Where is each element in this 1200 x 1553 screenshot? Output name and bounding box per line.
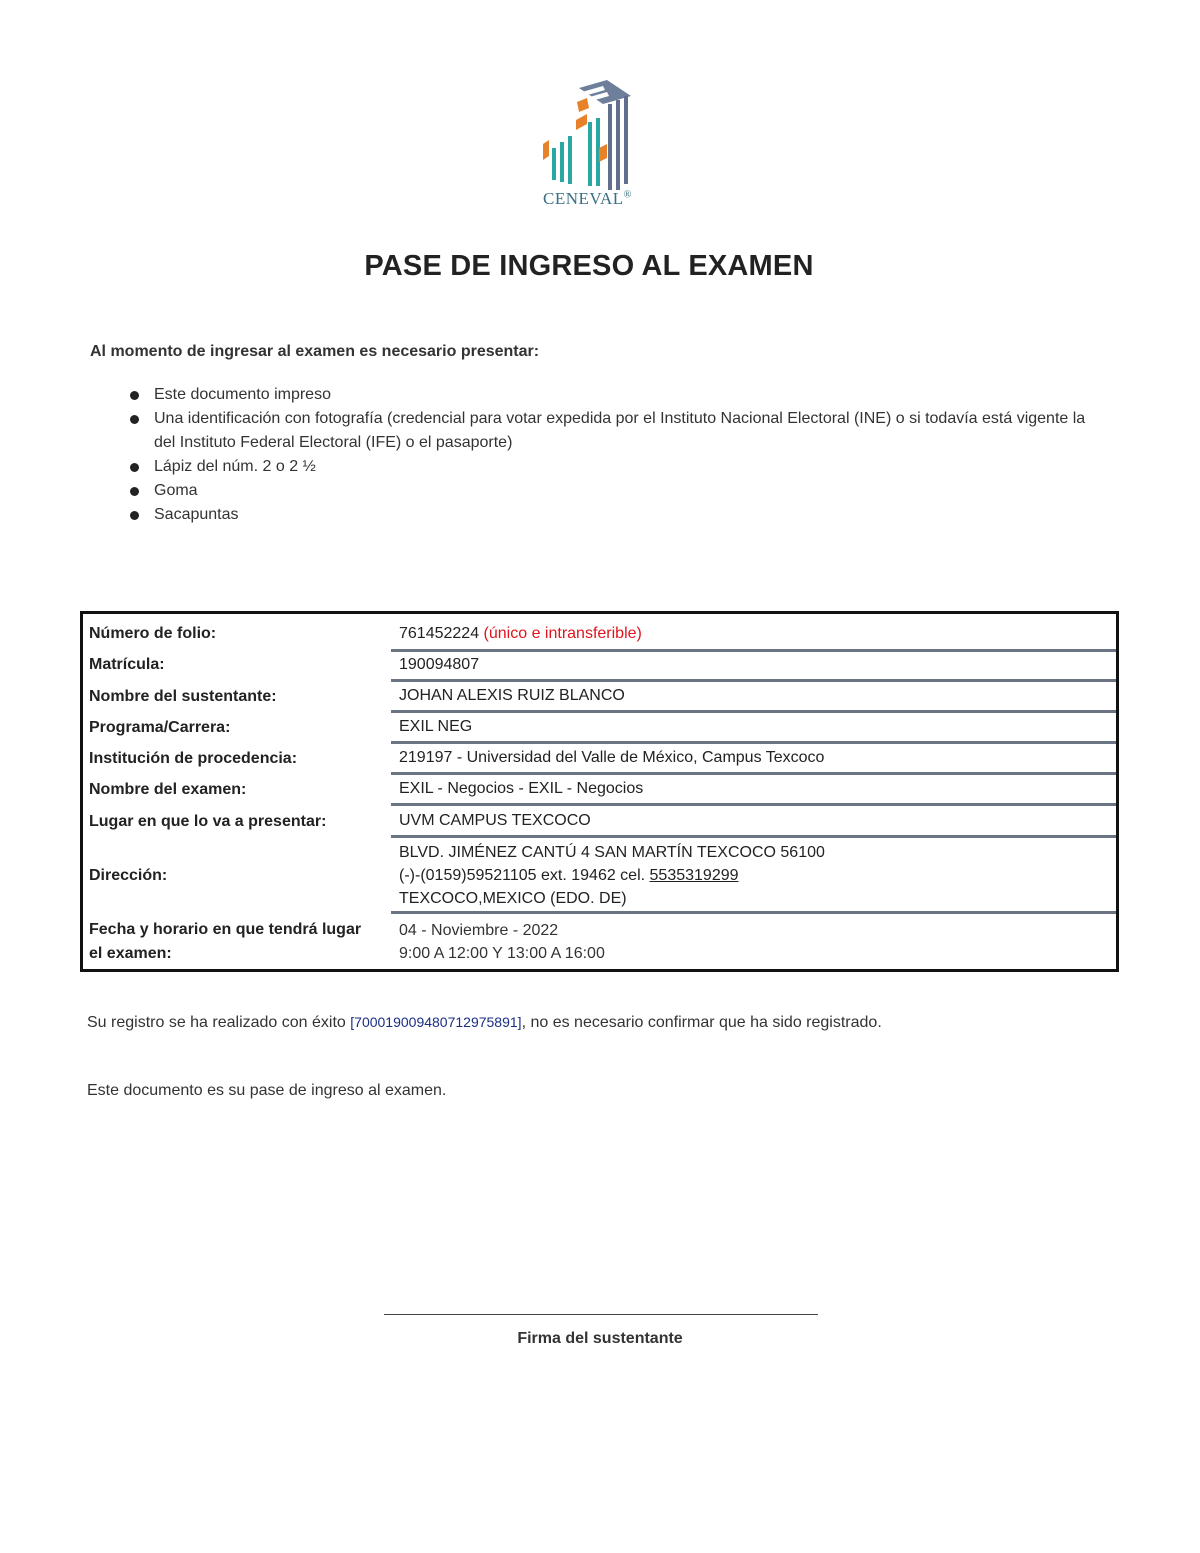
lugar-label: Lugar en que lo va a presentar: [89,813,327,830]
table-row-folio [83,619,1116,649]
table-row-programa [83,712,1116,743]
requirements-intro: Al momento de ingresar al examen es necesario presentar: [90,343,540,360]
institucion-label: Institución de procedencia: [89,750,298,767]
nombre-label: Nombre del sustentante: [89,688,277,705]
direccion-label: Dirección: [89,867,168,884]
table-row-lugar [83,806,1116,837]
table-row-direccion [83,837,1116,912]
folio-value: 761452224 (único e intransferible) [399,625,642,642]
bullet-icon [130,511,139,520]
brand-name: CENEVAL® [543,189,632,208]
institucion-value: 219197 - Universidad del Valle de México, Campus Texcoco [399,749,825,766]
programa-label: Programa/Carrera: [89,719,231,736]
direccion-value: BLVD. JIMÉNEZ CANTÚ 4 SAN MARTÍN TEXCOCO 56100 (-)-(0159)59521105 ext. 19462 cel. 5535319299 TEXCOCO,MEXICO (EDO. DE) [399,844,825,907]
list-item: Este documento impreso [130,383,1090,407]
list-item: Goma [130,479,1090,503]
folio-note: (único e intransferible) [483,625,642,642]
programa-value: EXIL NEG [399,718,473,735]
registration-code: [7000190094807129758​91] [350,1014,522,1030]
bullet-icon [130,487,139,496]
lugar-value: UVM CAMPUS TEXCOCO [399,812,591,829]
examen-value: EXIL - Negocios - EXIL - Negocios [399,780,644,797]
table-row-nombre [83,681,1116,712]
table-row-matricula [83,650,1116,681]
signature-label: Firma del sustentante [517,1330,683,1347]
folio-label: Número de folio: [89,625,217,642]
list-item: Sacapuntas [130,503,1090,527]
exam-info-table [80,611,1119,972]
registration-success: Su registro se ha realizado con éxito [7000190094807129758​91], no es necesario confirmar que ha sido registrado. [87,1014,882,1031]
list-item: Lápiz del núm. 2 o 2 ½ [130,455,1090,479]
nombre-value: JOHAN ALEXIS RUIZ BLANCO [399,687,625,704]
requirements-list [130,383,1090,527]
signature-line [384,1314,818,1315]
phone-number: 5535319299 [649,867,739,884]
table-row-fecha [83,913,1116,969]
matricula-label: Matrícula: [89,656,165,673]
matricula-value: 190094807 [399,656,480,673]
examen-label: Nombre del examen: [89,781,247,798]
bullet-icon [130,463,139,472]
bullet-icon [130,415,139,424]
page-title: PASE DE INGRESO AL EXAMEN [364,250,814,282]
list-item: Una identificación con fotografía (credencial para votar expedida por el Instituto Nacional Electoral (INE) o si todavía está vigente la del Instituto Federal Electoral (IFE) o el pasaporte) [130,407,1090,455]
fecha-value: 04 - Noviembre - 2022 9:00 A 12:00 Y 13:00 A 16:00 [399,922,605,962]
bullet-icon [130,391,139,400]
document-note: Este documento es su pase de ingreso al examen. [87,1082,447,1099]
table-row-examen [83,774,1116,806]
fecha-label: Fecha y horario en que tendrá lugar el examen: [89,921,362,962]
table-row-institucion [83,743,1116,774]
